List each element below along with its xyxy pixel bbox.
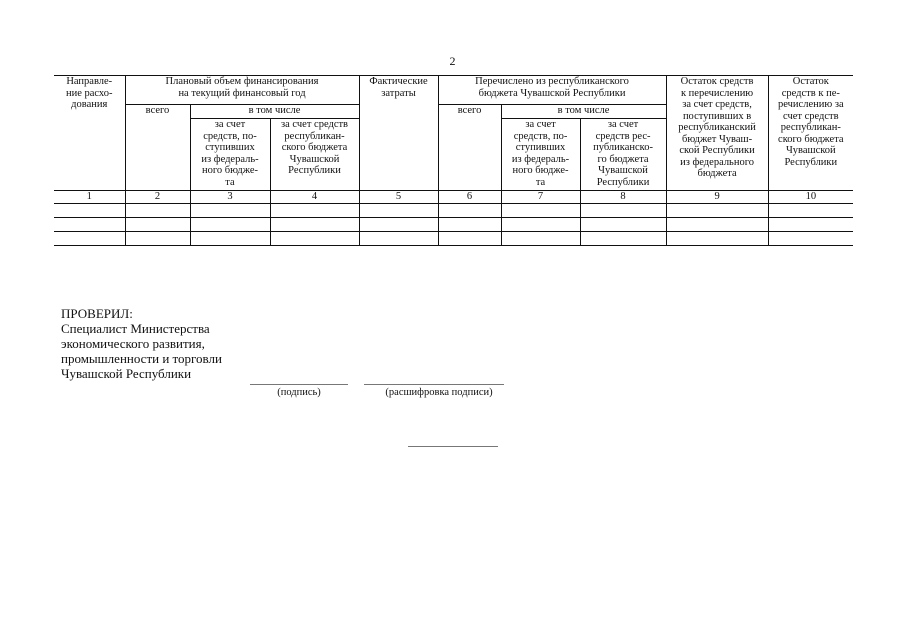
table-row: [54, 204, 853, 218]
header-remainder-federal: Остаток средств к перечислению за счет средств, поступивших в республиканский бюджет Чуваш- ской Республики из федерального бюджета: [666, 76, 768, 191]
header-transferred-total: всего: [438, 105, 501, 191]
header-planned-federal: за счет средств, по- ступивших из федераль- ного бюдже- та: [190, 119, 270, 191]
column-number: 3: [190, 191, 270, 204]
header-planned-including: в том числе: [190, 105, 359, 119]
header-transferred: Перечислено из республиканского бюджета Чувашской Республики: [438, 76, 666, 105]
position-line: экономического развития,: [61, 336, 205, 351]
column-number: 6: [438, 191, 501, 204]
column-number: 5: [359, 191, 438, 204]
header-transferred-including: в том числе: [501, 105, 666, 119]
header-remainder-republic: Остаток средств к пе- речислению за счет средств республикан- ского бюджета Чувашской Республики: [768, 76, 853, 191]
column-number: 9: [666, 191, 768, 204]
table-row: [54, 232, 853, 246]
signature-line: [250, 384, 348, 385]
decoding-caption: (расшифровка подписи): [385, 387, 493, 398]
header-transferred-republic: за счет средств рес- публиканско- го бюджета Чувашской Республики: [580, 119, 666, 191]
column-number: 2: [125, 191, 190, 204]
header-direction: Направле- ние расхо- дования: [54, 76, 125, 191]
header-planned-republic: за счет средств республикан- ского бюджета Чувашской Республики: [270, 119, 359, 191]
header-transferred-federal: за счет средств, по- ступивших из федераль- ного бюдже- та: [501, 119, 580, 191]
column-number: 7: [501, 191, 580, 204]
header-planned-financing: Плановый объем финансирования на текущий финансовый год: [125, 76, 359, 105]
header-planned-total: всего: [125, 105, 190, 191]
column-number: 8: [580, 191, 666, 204]
position-line: промышленности и торговли: [61, 351, 222, 366]
end-separator-line: [408, 446, 498, 447]
position-line: Чувашской Республики: [61, 366, 192, 381]
table-row: [54, 218, 853, 232]
column-number: 4: [270, 191, 359, 204]
header-actual-costs: Фактические затраты: [359, 76, 438, 191]
page-number: 2: [449, 54, 456, 68]
report-table: [54, 75, 853, 246]
position-line: Специалист Министерства: [61, 321, 210, 336]
column-number: 1: [54, 191, 125, 204]
signature-caption: (подпись): [277, 387, 321, 398]
decoding-line: [364, 384, 504, 385]
checked-by-heading: ПРОВЕРИЛ:: [61, 306, 133, 321]
checked-by-block: [61, 306, 222, 381]
column-number: 10: [768, 191, 853, 204]
